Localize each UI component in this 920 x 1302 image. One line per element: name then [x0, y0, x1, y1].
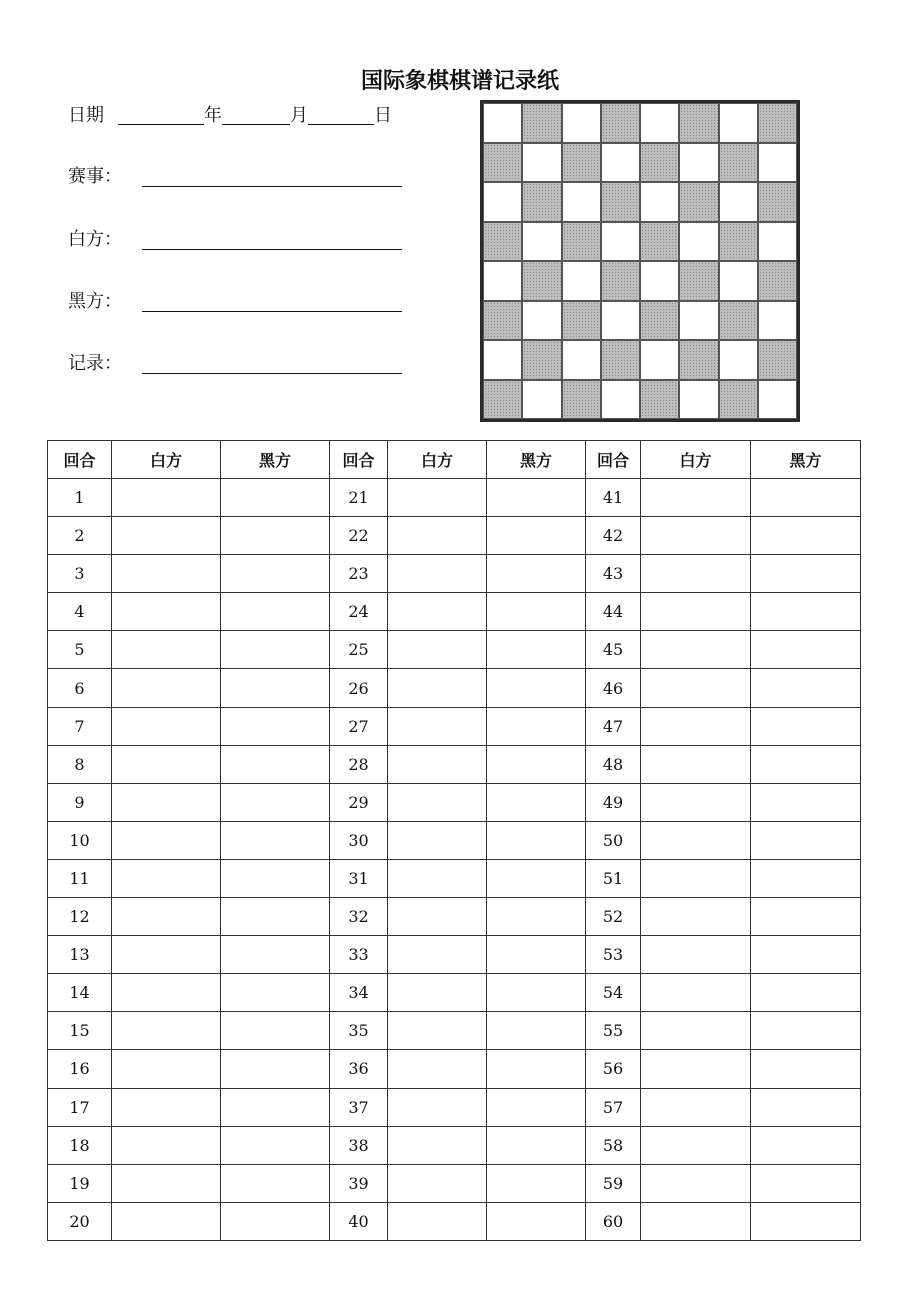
move-number: 41 — [586, 479, 641, 517]
move-number: 31 — [330, 859, 388, 897]
white-move-cell[interactable] — [388, 1202, 487, 1240]
move-number: 4 — [48, 593, 112, 631]
black-move-cell[interactable] — [487, 707, 586, 745]
move-number: 54 — [586, 974, 641, 1012]
board-square — [483, 301, 522, 341]
black-move-cell[interactable] — [221, 555, 330, 593]
white-move-cell[interactable] — [112, 517, 221, 555]
move-number: 3 — [48, 555, 112, 593]
black-move-cell[interactable] — [751, 1050, 861, 1088]
white-move-cell[interactable] — [641, 593, 751, 631]
day-blank[interactable] — [308, 102, 374, 125]
board-square — [679, 143, 718, 183]
board-square — [522, 301, 561, 341]
board-square — [640, 380, 679, 420]
move-number: 10 — [48, 821, 112, 859]
black-move-cell[interactable] — [487, 1202, 586, 1240]
white-move-cell[interactable] — [388, 517, 487, 555]
black-move-cell[interactable] — [487, 1088, 586, 1126]
black-move-cell[interactable] — [221, 1202, 330, 1240]
white-move-cell[interactable] — [388, 898, 487, 936]
move-number: 30 — [330, 821, 388, 859]
month-label: 月 — [290, 105, 308, 126]
board-square — [719, 301, 758, 341]
black-move-cell[interactable] — [751, 1088, 861, 1126]
white-move-cell[interactable] — [112, 707, 221, 745]
table-row — [48, 821, 861, 859]
move-number: 44 — [586, 593, 641, 631]
white-field — [68, 225, 142, 255]
move-number: 34 — [330, 974, 388, 1012]
white-move-cell[interactable] — [641, 1202, 751, 1240]
move-number: 50 — [586, 821, 641, 859]
move-number: 14 — [48, 974, 112, 1012]
move-number: 46 — [586, 669, 641, 707]
board-square — [562, 222, 601, 262]
white-blank[interactable] — [142, 249, 402, 250]
table-row — [48, 593, 861, 631]
black-move-cell[interactable] — [221, 479, 330, 517]
move-number: 43 — [586, 555, 641, 593]
move-number: 37 — [330, 1088, 388, 1126]
black-move-cell[interactable] — [751, 859, 861, 897]
table-row — [48, 745, 861, 783]
black-move-cell[interactable] — [487, 631, 586, 669]
white-move-cell[interactable] — [641, 707, 751, 745]
board-square — [640, 222, 679, 262]
white-move-cell[interactable] — [112, 1088, 221, 1126]
column-header: 回合 — [48, 441, 112, 479]
board-square — [758, 182, 797, 222]
move-number: 40 — [330, 1202, 388, 1240]
white-move-cell[interactable] — [112, 898, 221, 936]
white-move-cell[interactable] — [388, 1164, 487, 1202]
board-square — [562, 143, 601, 183]
white-move-cell[interactable] — [112, 974, 221, 1012]
board-square — [679, 340, 718, 380]
move-number: 33 — [330, 936, 388, 974]
move-number: 11 — [48, 859, 112, 897]
white-move-cell[interactable] — [112, 745, 221, 783]
black-move-cell[interactable] — [751, 479, 861, 517]
white-move-cell[interactable] — [388, 479, 487, 517]
white-move-cell[interactable] — [641, 1050, 751, 1088]
black-blank[interactable] — [142, 311, 402, 312]
table-row — [48, 1088, 861, 1126]
table-row — [48, 1012, 861, 1050]
black-move-cell[interactable] — [221, 821, 330, 859]
white-label: 白方： — [68, 229, 122, 250]
black-move-cell[interactable] — [751, 1164, 861, 1202]
black-move-cell[interactable] — [487, 898, 586, 936]
white-move-cell[interactable] — [112, 555, 221, 593]
black-move-cell[interactable] — [487, 1050, 586, 1088]
board-square — [562, 261, 601, 301]
white-move-cell[interactable] — [112, 1164, 221, 1202]
board-square — [601, 261, 640, 301]
board-square — [522, 182, 561, 222]
board-square — [601, 143, 640, 183]
board-square — [562, 182, 601, 222]
white-move-cell[interactable] — [388, 669, 487, 707]
table-row — [48, 898, 861, 936]
black-move-cell[interactable] — [487, 479, 586, 517]
move-number: 25 — [330, 631, 388, 669]
black-move-cell[interactable] — [751, 707, 861, 745]
black-move-cell[interactable] — [221, 669, 330, 707]
move-number: 49 — [586, 783, 641, 821]
board-square — [679, 261, 718, 301]
move-number: 53 — [586, 936, 641, 974]
black-move-cell[interactable] — [221, 517, 330, 555]
board-square — [640, 143, 679, 183]
move-number: 48 — [586, 745, 641, 783]
white-move-cell[interactable] — [641, 479, 751, 517]
white-move-cell[interactable] — [112, 936, 221, 974]
recorder-field — [68, 349, 142, 379]
recorder-blank[interactable] — [142, 373, 402, 374]
white-move-cell[interactable] — [112, 783, 221, 821]
move-number: 7 — [48, 707, 112, 745]
move-number: 55 — [586, 1012, 641, 1050]
black-move-cell[interactable] — [221, 898, 330, 936]
board-square — [758, 222, 797, 262]
move-number: 9 — [48, 783, 112, 821]
board-square — [758, 340, 797, 380]
black-move-cell[interactable] — [221, 974, 330, 1012]
white-move-cell[interactable] — [112, 593, 221, 631]
table-row — [48, 1164, 861, 1202]
table-row — [48, 783, 861, 821]
board-square — [522, 261, 561, 301]
board-square — [758, 103, 797, 143]
white-move-cell[interactable] — [388, 1050, 487, 1088]
white-move-cell[interactable] — [112, 1202, 221, 1240]
white-move-cell[interactable] — [641, 974, 751, 1012]
move-number: 13 — [48, 936, 112, 974]
black-move-cell[interactable] — [221, 1088, 330, 1126]
white-move-cell[interactable] — [112, 859, 221, 897]
event-field — [68, 162, 142, 192]
board-square — [640, 301, 679, 341]
month-blank[interactable] — [222, 102, 290, 125]
board-square — [679, 182, 718, 222]
black-move-cell[interactable] — [751, 783, 861, 821]
board-square — [562, 301, 601, 341]
move-number: 19 — [48, 1164, 112, 1202]
board-square — [640, 182, 679, 222]
black-move-cell[interactable] — [487, 783, 586, 821]
white-move-cell[interactable] — [388, 707, 487, 745]
white-move-cell[interactable] — [641, 936, 751, 974]
move-number: 35 — [330, 1012, 388, 1050]
board-square — [719, 340, 758, 380]
table-row — [48, 631, 861, 669]
move-number: 24 — [330, 593, 388, 631]
black-move-cell[interactable] — [751, 1126, 861, 1164]
board-square — [483, 380, 522, 420]
black-move-cell[interactable] — [751, 1012, 861, 1050]
move-number: 12 — [48, 898, 112, 936]
column-header: 白方 — [641, 441, 751, 479]
board-square — [522, 380, 561, 420]
white-move-cell[interactable] — [641, 859, 751, 897]
white-move-cell[interactable] — [388, 859, 487, 897]
move-number: 28 — [330, 745, 388, 783]
white-move-cell[interactable] — [641, 669, 751, 707]
black-move-cell[interactable] — [487, 821, 586, 859]
column-header: 黑方 — [221, 441, 330, 479]
black-move-cell[interactable] — [487, 669, 586, 707]
board-square — [758, 301, 797, 341]
board-square — [719, 380, 758, 420]
white-move-cell[interactable] — [641, 1012, 751, 1050]
board-square — [679, 380, 718, 420]
year-blank[interactable] — [118, 102, 204, 125]
move-number: 29 — [330, 783, 388, 821]
table-row — [48, 479, 861, 517]
move-number: 59 — [586, 1164, 641, 1202]
move-number: 5 — [48, 631, 112, 669]
move-number: 6 — [48, 669, 112, 707]
board-square — [483, 103, 522, 143]
table-row — [48, 936, 861, 974]
black-move-cell[interactable] — [487, 555, 586, 593]
white-move-cell[interactable] — [388, 555, 487, 593]
table-row — [48, 1050, 861, 1088]
move-number: 39 — [330, 1164, 388, 1202]
move-number: 56 — [586, 1050, 641, 1088]
white-move-cell[interactable] — [641, 821, 751, 859]
black-move-cell[interactable] — [221, 1050, 330, 1088]
move-number: 1 — [48, 479, 112, 517]
white-move-cell[interactable] — [641, 783, 751, 821]
board-square — [679, 301, 718, 341]
date-label: 日期 — [68, 105, 104, 126]
white-move-cell[interactable] — [112, 821, 221, 859]
white-move-cell[interactable] — [641, 1126, 751, 1164]
white-move-cell[interactable] — [112, 1012, 221, 1050]
white-move-cell[interactable] — [112, 1126, 221, 1164]
black-move-cell[interactable] — [487, 1012, 586, 1050]
white-move-cell[interactable] — [112, 1050, 221, 1088]
move-number: 42 — [586, 517, 641, 555]
move-number: 18 — [48, 1126, 112, 1164]
board-square — [562, 380, 601, 420]
board-square — [719, 143, 758, 183]
column-header: 黑方 — [487, 441, 586, 479]
black-move-cell[interactable] — [751, 1202, 861, 1240]
move-number: 26 — [330, 669, 388, 707]
move-number: 23 — [330, 555, 388, 593]
table-row — [48, 1126, 861, 1164]
move-record-table — [47, 440, 861, 1241]
board-square — [719, 182, 758, 222]
board-square — [758, 261, 797, 301]
table-row — [48, 1202, 861, 1240]
column-header: 白方 — [388, 441, 487, 479]
board-square — [640, 103, 679, 143]
move-number: 21 — [330, 479, 388, 517]
board-square — [522, 222, 561, 262]
black-move-cell[interactable] — [751, 974, 861, 1012]
board-square — [483, 261, 522, 301]
black-move-cell[interactable] — [221, 1126, 330, 1164]
move-number: 58 — [586, 1126, 641, 1164]
white-move-cell[interactable] — [388, 783, 487, 821]
black-move-cell[interactable] — [221, 631, 330, 669]
black-move-cell[interactable] — [751, 555, 861, 593]
table-row — [48, 707, 861, 745]
black-move-cell[interactable] — [221, 859, 330, 897]
column-header: 回合 — [586, 441, 641, 479]
move-number: 20 — [48, 1202, 112, 1240]
date-row — [68, 102, 392, 130]
board-square — [640, 340, 679, 380]
table-row — [48, 859, 861, 897]
board-square — [601, 301, 640, 341]
move-number: 22 — [330, 517, 388, 555]
black-field — [68, 287, 142, 317]
board-square — [483, 340, 522, 380]
white-move-cell[interactable] — [388, 1088, 487, 1126]
white-move-cell[interactable] — [641, 1164, 751, 1202]
table-row — [48, 974, 861, 1012]
day-label: 日 — [374, 105, 392, 126]
move-number: 52 — [586, 898, 641, 936]
black-move-cell[interactable] — [221, 707, 330, 745]
year-label: 年 — [204, 105, 222, 126]
board-square — [758, 143, 797, 183]
board-square — [601, 380, 640, 420]
black-move-cell[interactable] — [487, 936, 586, 974]
black-move-cell[interactable] — [221, 1164, 330, 1202]
move-number: 38 — [330, 1126, 388, 1164]
table-header-row — [48, 441, 861, 479]
page-title: 国际象棋棋谱记录纸 — [360, 68, 559, 94]
white-move-cell[interactable] — [112, 669, 221, 707]
black-move-cell[interactable] — [751, 593, 861, 631]
move-number: 32 — [330, 898, 388, 936]
black-move-cell[interactable] — [487, 517, 586, 555]
board-square — [483, 182, 522, 222]
white-move-cell[interactable] — [112, 479, 221, 517]
black-move-cell[interactable] — [751, 898, 861, 936]
move-number: 17 — [48, 1088, 112, 1126]
black-move-cell[interactable] — [221, 1012, 330, 1050]
black-move-cell[interactable] — [487, 745, 586, 783]
black-move-cell[interactable] — [751, 669, 861, 707]
move-number: 16 — [48, 1050, 112, 1088]
white-move-cell[interactable] — [388, 936, 487, 974]
move-number: 51 — [586, 859, 641, 897]
board-square — [562, 103, 601, 143]
black-move-cell[interactable] — [487, 593, 586, 631]
black-move-cell[interactable] — [221, 593, 330, 631]
move-number: 45 — [586, 631, 641, 669]
recorder-label: 记录： — [68, 353, 122, 374]
black-move-cell[interactable] — [751, 821, 861, 859]
white-move-cell[interactable] — [388, 821, 487, 859]
board-square — [601, 182, 640, 222]
board-square — [640, 261, 679, 301]
black-move-cell[interactable] — [221, 936, 330, 974]
board-square — [483, 143, 522, 183]
table-row — [48, 555, 861, 593]
white-move-cell[interactable] — [641, 517, 751, 555]
move-number: 60 — [586, 1202, 641, 1240]
move-number: 57 — [586, 1088, 641, 1126]
black-move-cell[interactable] — [221, 745, 330, 783]
board-square — [758, 380, 797, 420]
chessboard-diagram — [480, 100, 800, 422]
black-move-cell[interactable] — [487, 974, 586, 1012]
board-square — [562, 340, 601, 380]
black-move-cell[interactable] — [751, 936, 861, 974]
white-move-cell[interactable] — [388, 745, 487, 783]
white-move-cell[interactable] — [641, 631, 751, 669]
board-square — [601, 340, 640, 380]
black-move-cell[interactable] — [487, 1126, 586, 1164]
move-number: 8 — [48, 745, 112, 783]
event-label: 赛事： — [68, 166, 122, 187]
board-square — [719, 261, 758, 301]
column-header: 回合 — [330, 441, 388, 479]
white-move-cell[interactable] — [641, 555, 751, 593]
black-move-cell[interactable] — [751, 631, 861, 669]
board-square — [679, 103, 718, 143]
board-square — [522, 340, 561, 380]
board-square — [483, 222, 522, 262]
black-move-cell[interactable] — [221, 783, 330, 821]
black-move-cell[interactable] — [751, 517, 861, 555]
white-move-cell[interactable] — [388, 1012, 487, 1050]
white-move-cell[interactable] — [641, 1088, 751, 1126]
move-number: 2 — [48, 517, 112, 555]
black-move-cell[interactable] — [487, 859, 586, 897]
white-move-cell[interactable] — [388, 974, 487, 1012]
move-number: 47 — [586, 707, 641, 745]
table-row — [48, 517, 861, 555]
white-move-cell[interactable] — [388, 631, 487, 669]
white-move-cell[interactable] — [641, 898, 751, 936]
black-label: 黑方： — [68, 291, 122, 312]
board-square — [601, 103, 640, 143]
table-row — [48, 669, 861, 707]
board-square — [719, 103, 758, 143]
board-square — [679, 222, 718, 262]
black-move-cell[interactable] — [487, 1164, 586, 1202]
black-move-cell[interactable] — [751, 745, 861, 783]
move-number: 15 — [48, 1012, 112, 1050]
white-move-cell[interactable] — [112, 631, 221, 669]
board-square — [719, 222, 758, 262]
board-square — [601, 222, 640, 262]
column-header: 白方 — [112, 441, 221, 479]
white-move-cell[interactable] — [641, 745, 751, 783]
white-move-cell[interactable] — [388, 1126, 487, 1164]
board-square — [522, 143, 561, 183]
move-number: 36 — [330, 1050, 388, 1088]
move-number: 27 — [330, 707, 388, 745]
board-square — [522, 103, 561, 143]
white-move-cell[interactable] — [388, 593, 487, 631]
column-header: 黑方 — [751, 441, 861, 479]
event-blank[interactable] — [142, 186, 402, 187]
